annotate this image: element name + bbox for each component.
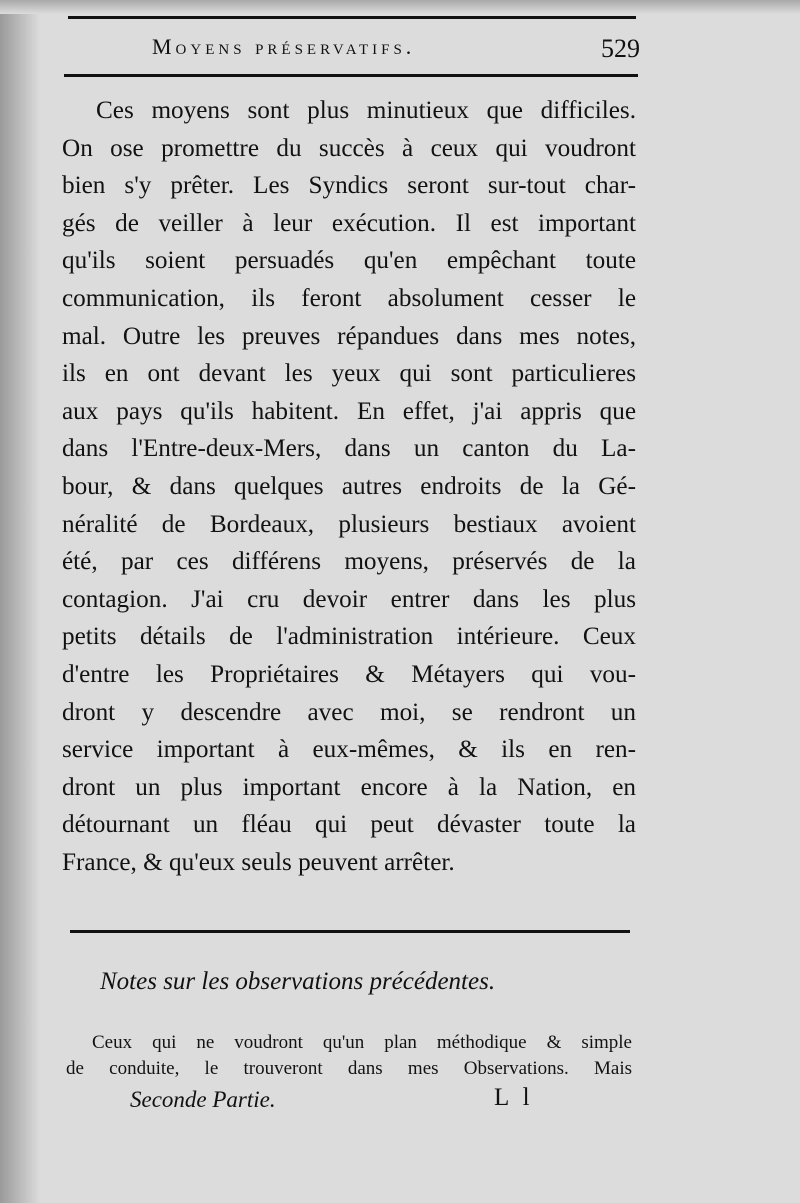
text-line: néralité de Bordeaux, plusieurs bestiaux avoient [62, 510, 636, 538]
text-line: On ose promettre du succès à ceux qui voudront [62, 134, 636, 162]
main-text-block [62, 92, 636, 881]
text-line: service important à eux-mêmes, & ils en ren- [62, 736, 636, 764]
page-number: 529 [601, 34, 640, 63]
text-line: été, par ces différens moyens, préservés de la [62, 548, 636, 576]
gutter-shadow [0, 0, 40, 1203]
signature-mark: L l [494, 1084, 534, 1111]
text-line: ils en ont devant les yeux qui sont particulieres [62, 360, 636, 388]
text-line: bien s'y prêter. Les Syndics seront sur-tout char- [62, 172, 636, 200]
text-line: mal. Outre les preuves répandues dans mes notes, [62, 322, 636, 350]
text-line: d'entre les Propriétaires & Métayers qui vou- [62, 660, 636, 688]
text-line: détournant un fléau qui peut dévaster toute la [62, 811, 636, 839]
header-bottom-rule [64, 74, 638, 77]
text-line: dront un plus important encore à la Nation, en [62, 773, 636, 801]
note-line: Ceux qui ne voudront qu'un plan méthodique & simple [92, 1032, 632, 1053]
top-edge-shadow [0, 0, 800, 14]
header-top-rule [68, 16, 636, 19]
text-line: dans l'Entre-deux-Mers, dans un canton du La- [62, 435, 636, 463]
text-line: aux pays qu'ils habitent. En effet, j'ai appris que [62, 397, 636, 425]
notes-separator-rule [70, 930, 630, 933]
text-line: bour, & dans quelques autres endroits de la Gé- [62, 472, 636, 500]
text-line: contagion. J'ai cru devoir entrer dans les plus [62, 585, 636, 613]
signature-label: Seconde Partie. [130, 1087, 276, 1112]
text-line: communication, ils feront absolument cesser le [62, 284, 636, 312]
note-line: de conduite, le trouveront dans mes Observations. Mais [66, 1058, 632, 1079]
text-line: dront y descendre avec moi, se rendront un [62, 698, 636, 726]
text-line: France, & qu'eux seuls peuvent arrêter. [62, 848, 455, 876]
notes-text-block [66, 1030, 632, 1082]
page-header [70, 26, 640, 76]
text-line: petits détails de l'administration intérieure. Ceux [62, 623, 636, 651]
text-line: qu'ils soient persuadés qu'en empêchant toute [62, 247, 636, 275]
text-line: gés de veiller à leur exécution. Il est important [62, 209, 636, 237]
running-title: Moyens préservatifs. [152, 34, 416, 59]
text-line: Ces moyens sont plus minutieux que difficiles. [96, 97, 636, 124]
notes-heading: Notes sur les observations précédentes. [100, 968, 496, 995]
